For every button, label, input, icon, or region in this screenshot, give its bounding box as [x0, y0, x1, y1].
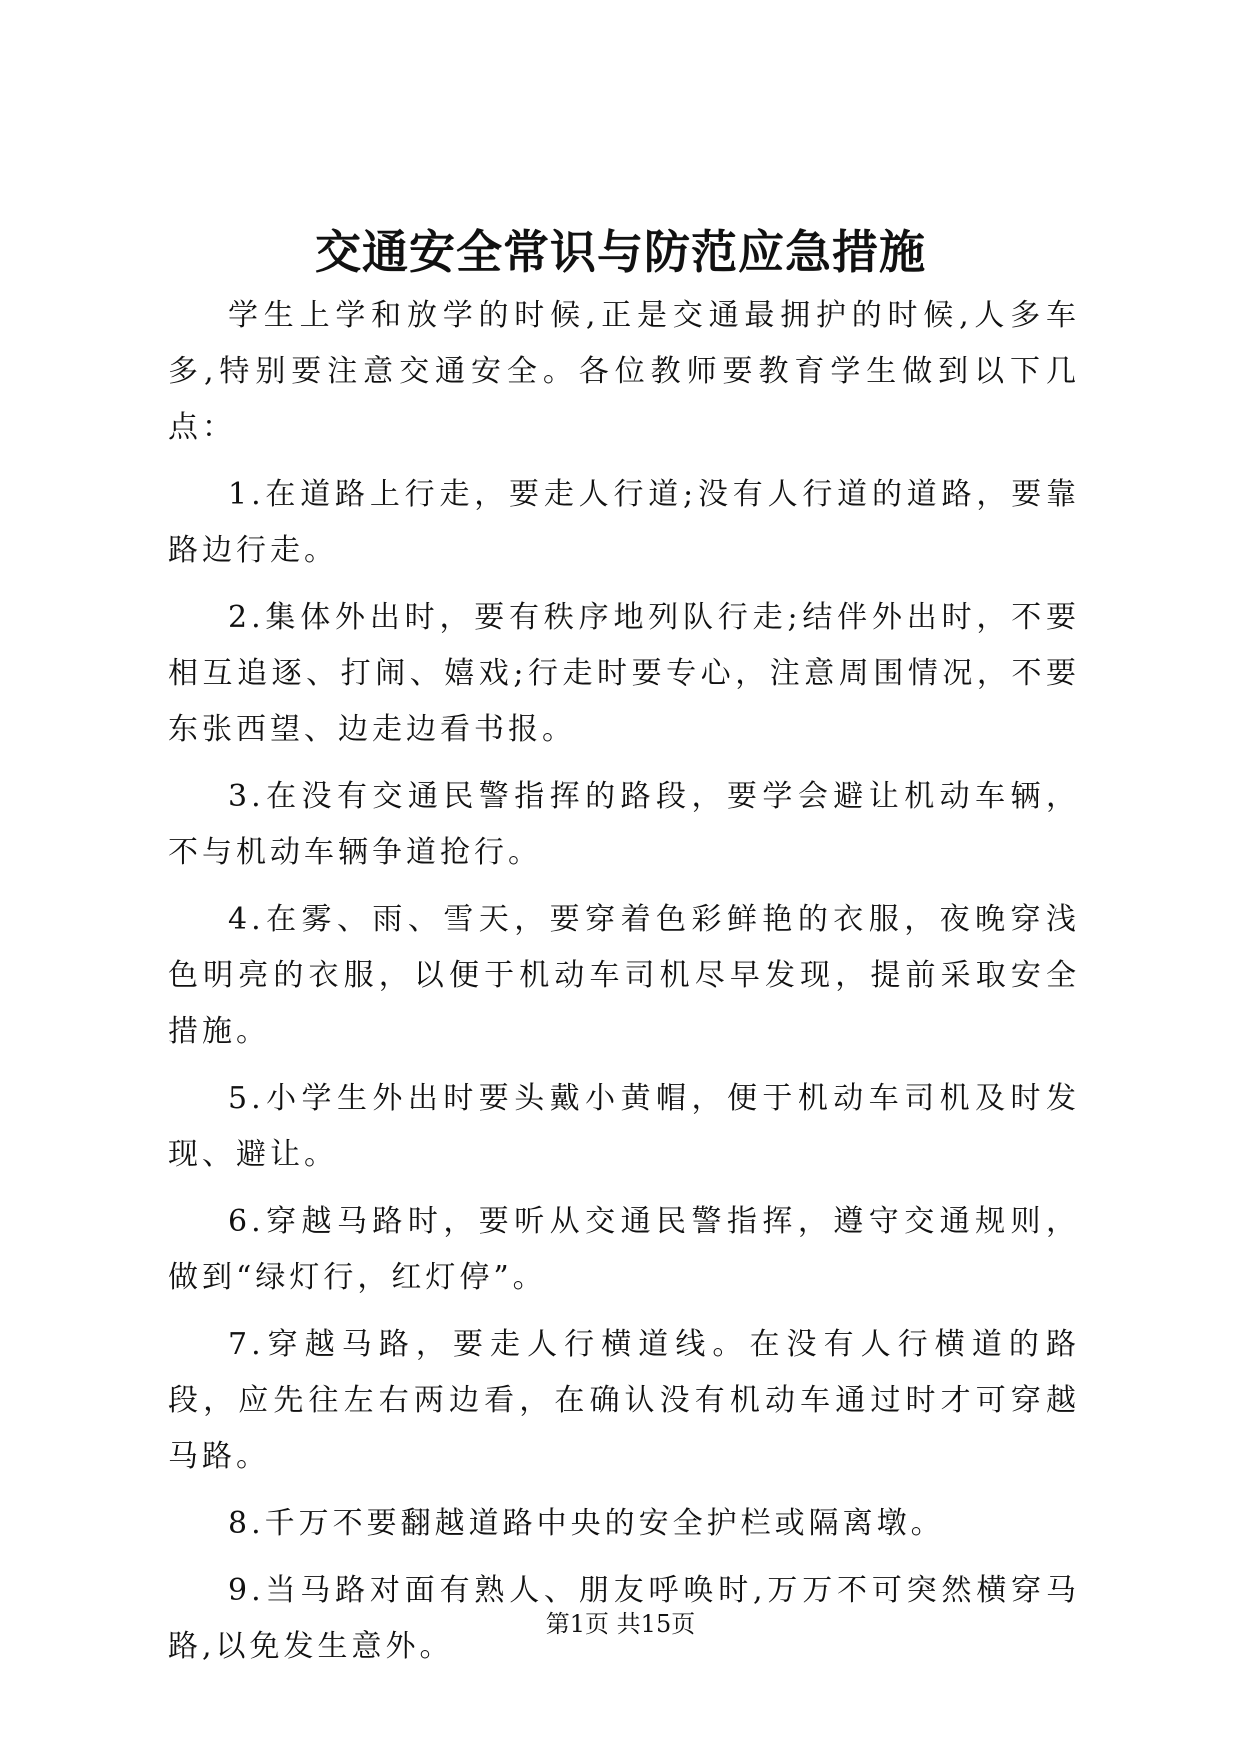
paragraph-item-4: 4.在雾、雨、雪天，要穿着色彩鲜艳的衣服，夜晚穿浅色明亮的衣服，以便于机动车司机尽早发现，提前采取安全措施。 [168, 902, 1080, 1049]
document-title: 交通安全常识与防范应急措施 [315, 225, 926, 279]
document-body [168, 288, 1080, 1686]
paragraph-item-2: 2.集体外出时，要有秩序地列队行走;结伴外出时，不要相互追逐、打闹、嬉戏;行走时要专心，注意周围情况，不要东张西望、边走边看书报。 [168, 600, 1080, 747]
paragraph-item-1: 1.在道路上行走，要走人行道;没有人行道的道路，要靠路边行走。 [168, 477, 1080, 568]
paragraph-item-9: 9.当马路对面有熟人、朋友呼唤时,万万不可突然横穿马路,以免发生意外。 [168, 1573, 1080, 1664]
paragraph-item-5: 5.小学生外出时要头戴小黄帽，便于机动车司机及时发现、避让。 [168, 1081, 1080, 1172]
page-number-footer: 第1页 共15页 [545, 1610, 696, 1638]
paragraph-item-8: 8.千万不要翻越道路中央的安全护栏或隔离墩。 [228, 1506, 945, 1541]
paragraph-item-7: 7.穿越马路，要走人行横道线。在没有人行横道的路段，应先往左右两边看，在确认没有机动车通过时才可穿越马路。 [168, 1327, 1080, 1474]
paragraph-item-3: 3.在没有交通民警指挥的路段，要学会避让机动车辆，不与机动车辆争道抢行。 [168, 779, 1080, 870]
paragraph-item-6: 6.穿越马路时，要听从交通民警指挥，遵守交通规则，做到“绿灯行，红灯停”。 [168, 1204, 1080, 1295]
paragraph-intro: 学生上学和放学的时候,正是交通最拥护的时候,人多车多,特别要注意交通安全。各位教师要教育学生做到以下几点： [168, 298, 1080, 445]
